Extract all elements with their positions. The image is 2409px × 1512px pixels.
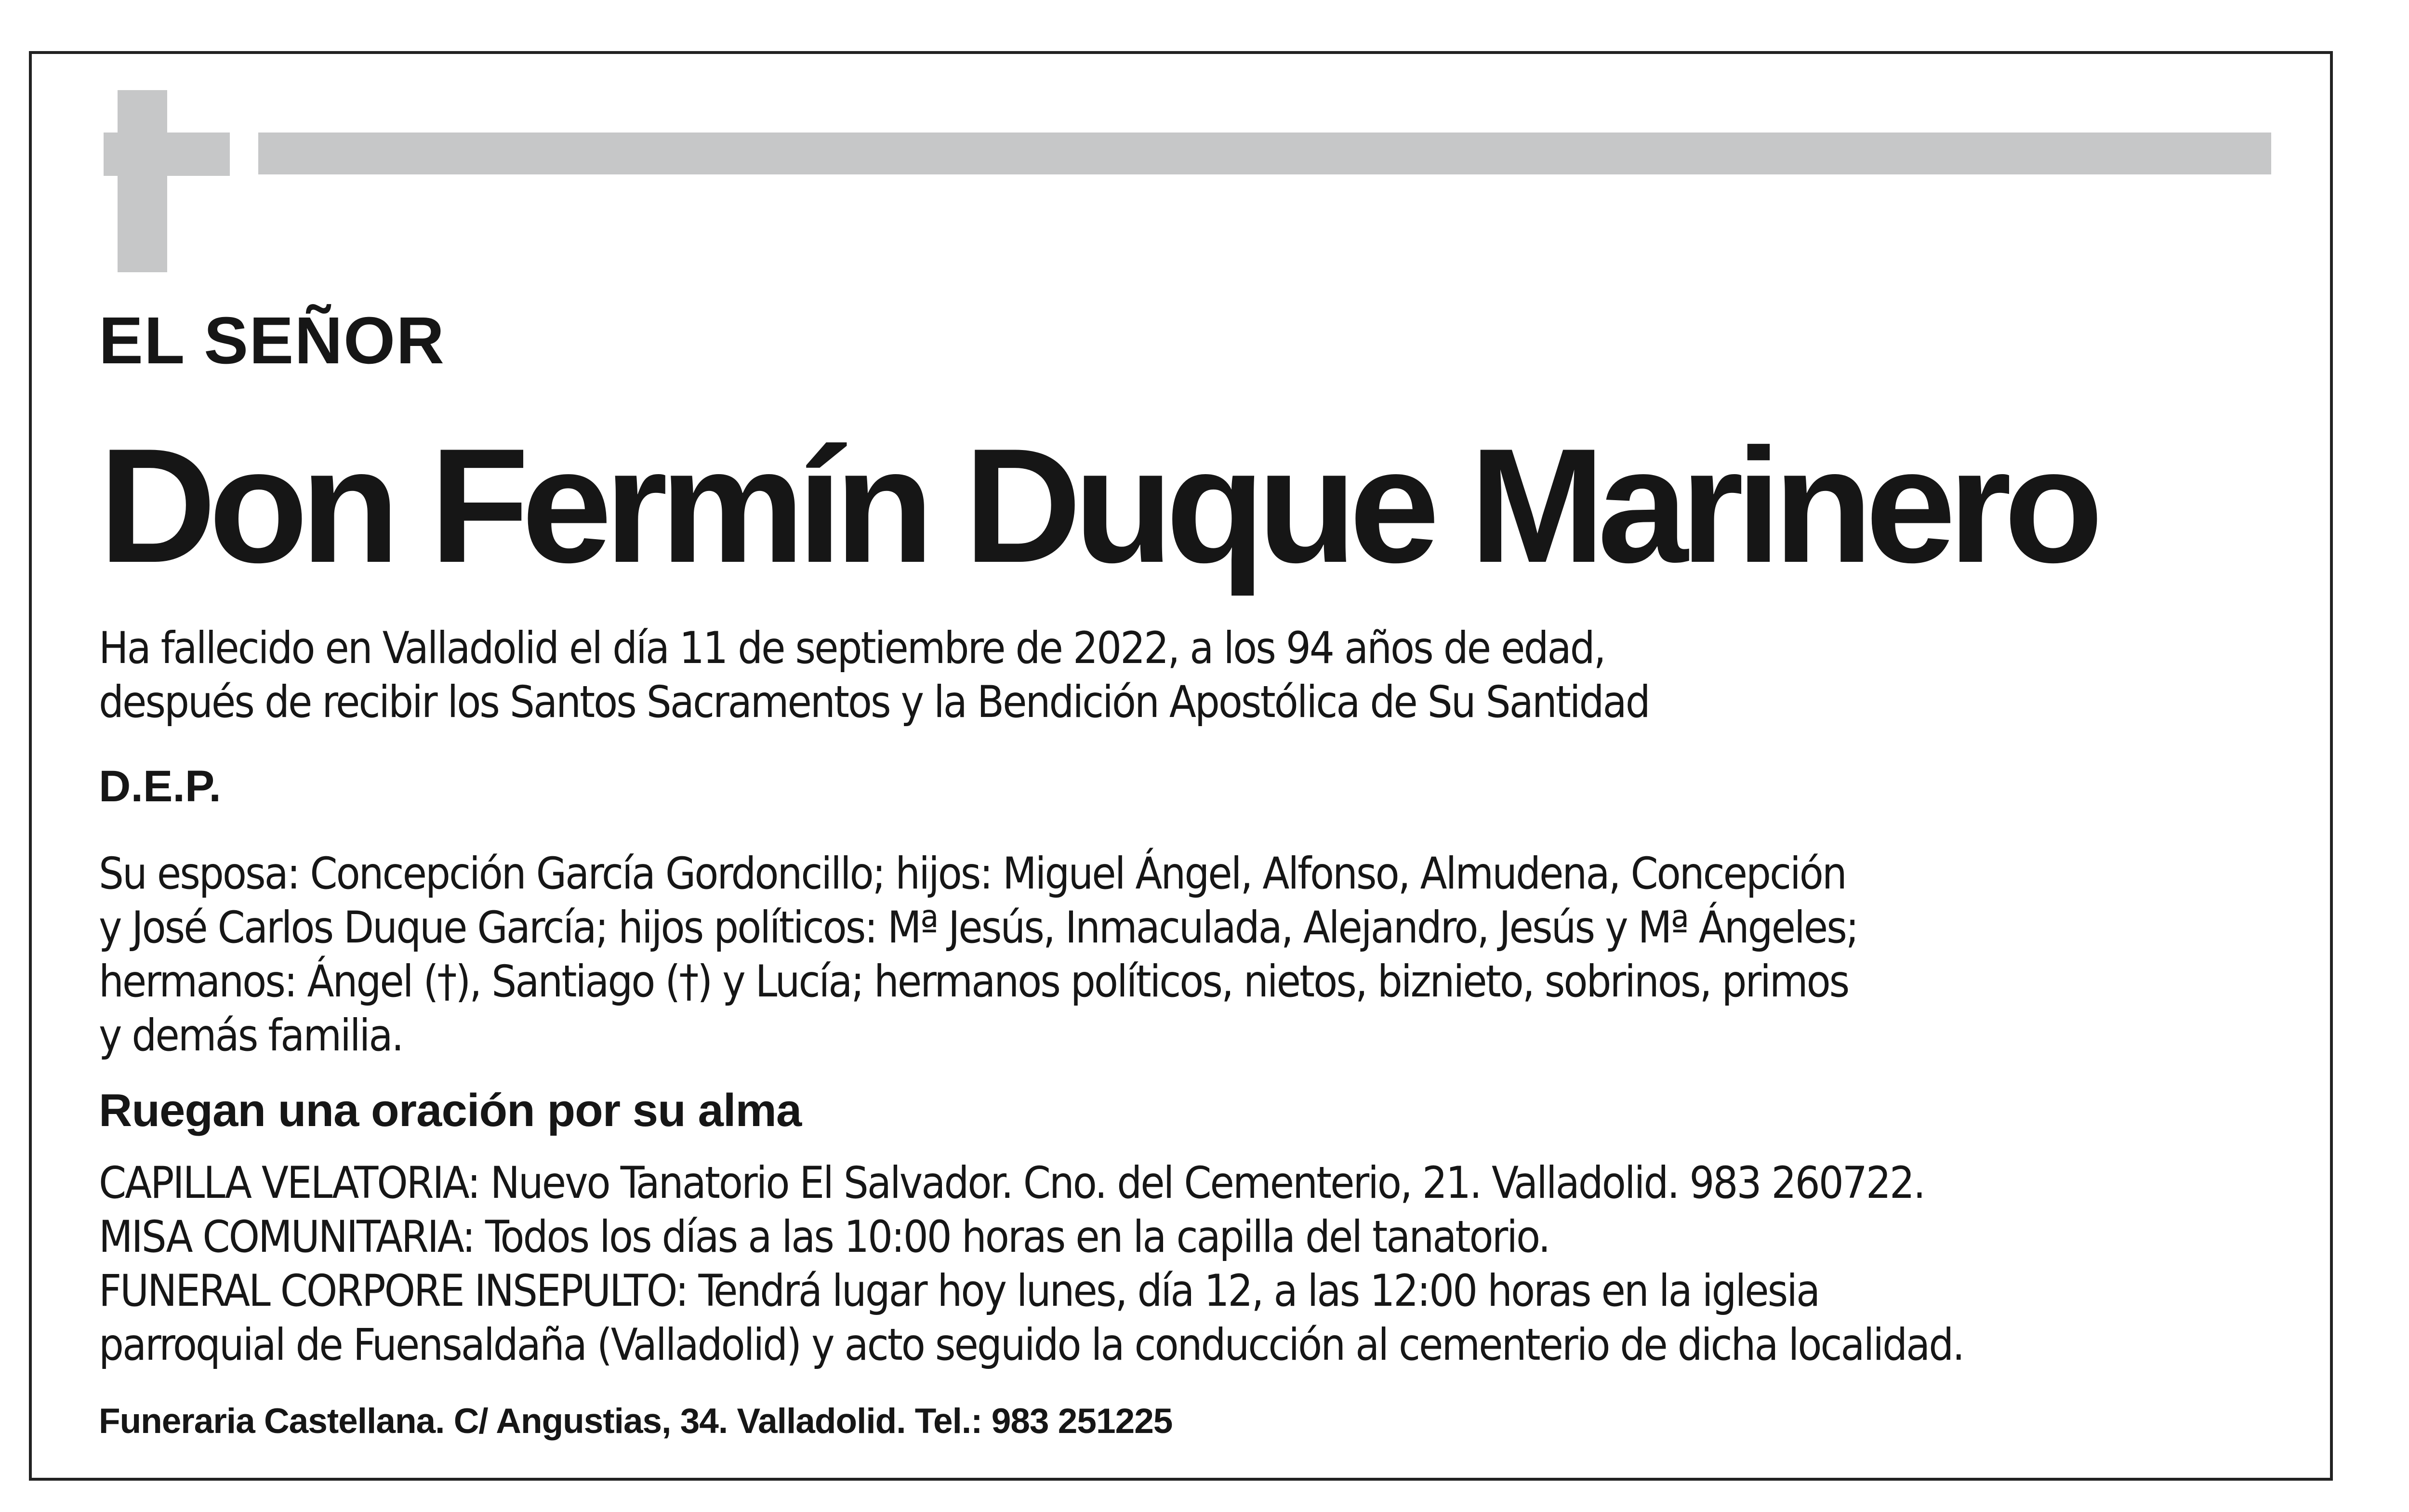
intro-line: Ha fallecido en Valladolid el día 11 de septiembre de 2022, a los 94 años de edad, [99,623,1605,674]
prayer-request: Ruegan una oración por su alma [99,1085,802,1136]
header-rule [258,133,2271,174]
service-line: parroquial de Fuensaldaña (Valladolid) y acto seguido la conducción al cementerio de dicha localidad. [99,1320,1964,1370]
service-details [99,1156,1963,1372]
service-line: CAPILLA VELATORIA: Nuevo Tanatorio El Salvador. Cno. del Cementerio, 21. Valladolid. 983 260722. [99,1158,1925,1208]
service-line: MISA COMUNITARIA: Todos los días a las 10:00 horas en la capilla del tanatorio. [99,1212,1549,1262]
intro-line: después de recibir los Santos Sacramentos y la Bendición Apostólica de Su Santidad [99,677,1649,728]
service-line: FUNERAL CORPORE INSEPULTO: Tendrá lugar hoy lunes, día 12, a las 12:00 horas en la iglesia [99,1266,1819,1316]
honorific: EL SEÑOR [99,304,445,378]
rest-in-peace: D.E.P. [99,762,221,811]
family-line: y demás familia. [99,1010,403,1061]
family-line: y José Carlos Duque García; hijos políticos: Mª Jesús, Inmaculada, Alejandro, Jesús y Mª Ángeles; [99,902,1858,953]
family-list [99,847,1857,1063]
cross-horizontal-bar [104,133,230,176]
death-announcement [99,622,1649,729]
family-line: hermanos: Ángel (†), Santiago (†) y Lucía; hermanos políticos, nietos, biznieto, sobrinos, primos [99,956,1849,1007]
family-line: Su esposa: Concepción García Gordoncillo; hijos: Miguel Ángel, Alfonso, Almudena, Concepción [99,849,1846,899]
funeral-home-info: Funeraria Castellana. C/ Angustias, 34. Valladolid. Tel.: 983 251225 [99,1402,1173,1441]
deceased-name: Don Fermín Duque Marinero [99,414,2096,597]
cross-vertical-bar [118,90,167,272]
